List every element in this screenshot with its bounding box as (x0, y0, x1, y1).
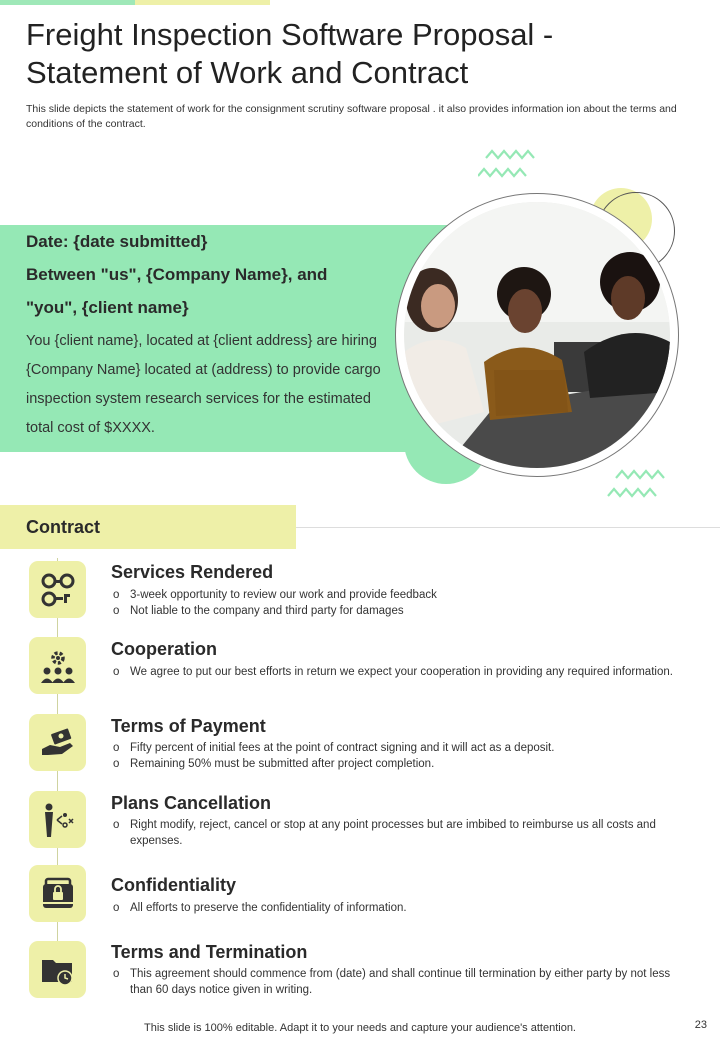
payment-icon-box (29, 714, 86, 771)
cooperation-icon-box (29, 637, 86, 694)
between-line-2: "you", {client name} (26, 298, 189, 317)
meeting-photo (404, 202, 670, 468)
folder-clock-icon (40, 952, 76, 988)
confidentiality-icon-box (29, 865, 86, 922)
page-number: 23 (694, 1019, 707, 1031)
title-line-1: Freight Inspection Software Proposal - (26, 17, 554, 52)
section-title-confidentiality: Confidentiality (111, 875, 236, 895)
services-bullet-2: o Not liable to the company and third party for damages (113, 605, 404, 617)
cancellation-bullet-1: o Right modify, reject, cancel or stop at any point processes but are imbibed to reimburse us all costs and expenses. (113, 819, 656, 847)
section-title-payment: Terms of Payment (111, 716, 266, 736)
gears-icon (40, 572, 76, 608)
confidentiality-bullet-1: o All efforts to preserve the confidentiality of information. (113, 902, 407, 914)
services-icon-box (29, 561, 86, 618)
bullet-mark: o (113, 605, 120, 617)
person-options-icon (40, 802, 76, 838)
page-subtitle: This slide depicts the statement of work for the consignment scrutiny software proposal . it also provides information ion about the terms and conditions of the contract. (26, 103, 677, 130)
bullet-mark: o (113, 589, 120, 601)
date-line: Date: {date submitted} (26, 232, 208, 251)
bullet-mark: o (113, 742, 120, 754)
top-accent-yellow (135, 0, 270, 5)
section-title-cancellation: Plans Cancellation (111, 793, 272, 813)
hand-money-icon (40, 725, 76, 761)
section-title-termination: Terms and Termination (111, 942, 308, 962)
termination-icon-box (29, 941, 86, 998)
termination-bullet-1: o This agreement should commence from (date) and shall continue till termination by either party by not less than 60 days notice given in writing. (113, 968, 671, 996)
page-title (26, 16, 686, 92)
intro-body: You {client name}, located at {client address} are hiring {Company Name} located at (address) to provide cargo inspection system research services for the estimated total cost of $XXXX. (26, 333, 381, 436)
cooperation-bullet-1: o We agree to put our best efforts in return we expect your cooperation in providing any required information. (113, 666, 673, 678)
bullet-mark: o (113, 819, 120, 831)
services-bullet-1: o 3-week opportunity to review our work and provide feedback (113, 589, 437, 601)
footer-note: This slide is 100% editable. Adapt it to your needs and capture your audience's attention. (144, 1022, 576, 1034)
zigzag-decoration-bottom (606, 468, 670, 502)
top-accent-green (0, 0, 135, 5)
contract-label: Contract (26, 517, 101, 537)
bullet-mark: o (113, 968, 120, 980)
payment-bullet-2: o Remaining 50% must be submitted after project completion. (113, 758, 435, 770)
section-title-services: Services Rendered (111, 562, 274, 582)
section-title-cooperation: Cooperation (111, 639, 217, 659)
zigzag-decoration-top (478, 146, 538, 182)
lock-bag-icon (40, 876, 76, 912)
bullet-mark: o (113, 902, 120, 914)
cancellation-icon-box (29, 791, 86, 848)
contract-divider (296, 527, 720, 528)
payment-bullet-1: o Fifty percent of initial fees at the point of contract signing and it will act as a deposit. (113, 742, 555, 754)
between-line-1: Between "us", {Company Name}, and (26, 265, 328, 284)
bullet-mark: o (113, 758, 120, 770)
bullet-mark: o (113, 666, 120, 678)
title-line-2: Statement of Work and Contract (26, 55, 469, 90)
team-gear-icon (40, 648, 76, 684)
